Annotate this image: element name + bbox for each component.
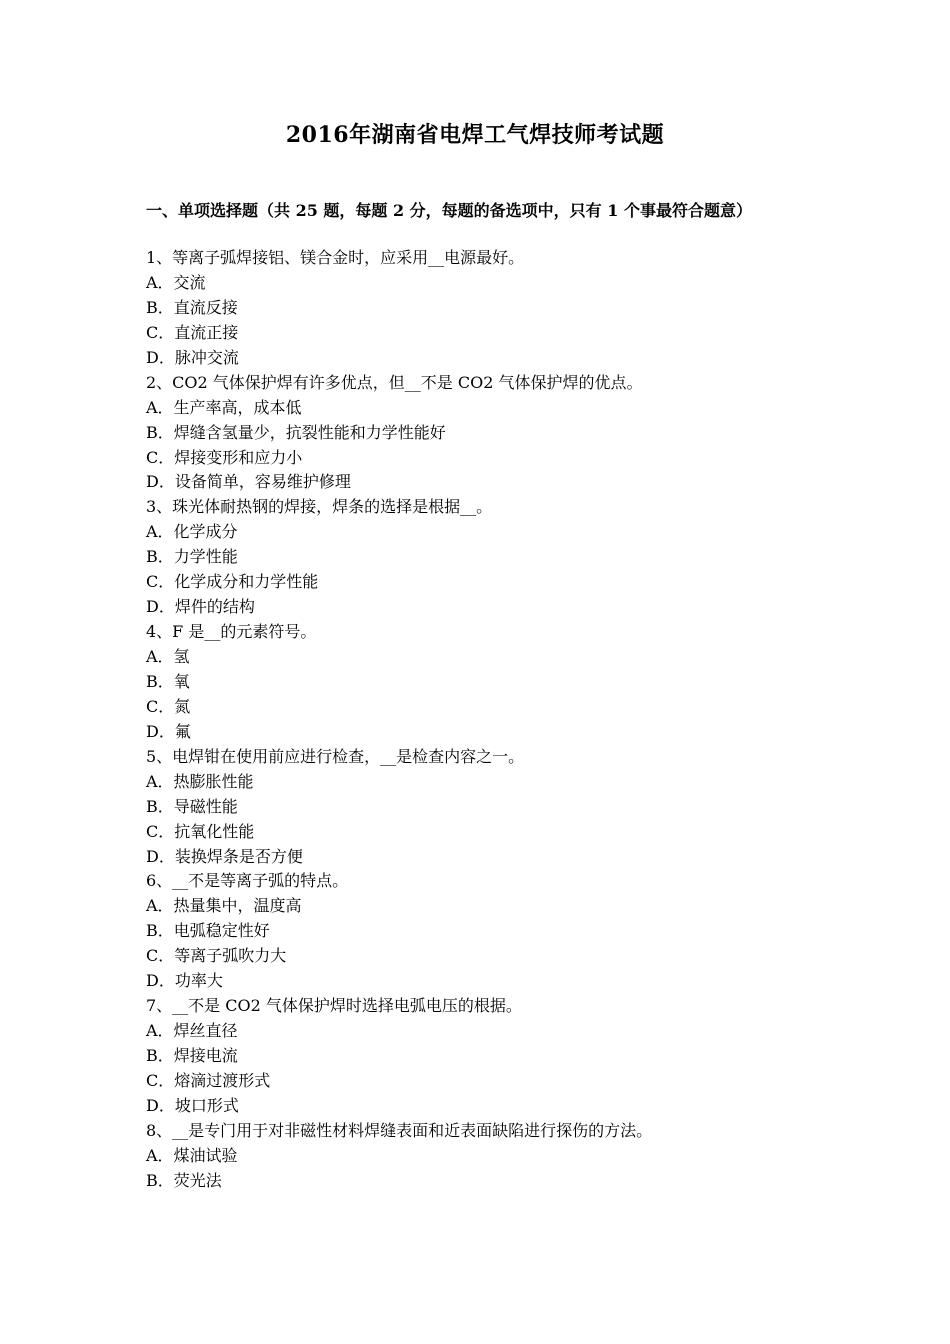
answer-option: C．氮 — [146, 696, 191, 716]
question-stem: 1、等离子弧焊接铝、镁合金时，应采用__电源最好。 — [146, 248, 525, 267]
section-heading: 一、单项选择题（共 25 题，每题 2 分，每题的备选项中，只有 1 个事最符合题意） — [146, 201, 752, 220]
question-stem: 4、F 是__的元素符号。 — [146, 622, 317, 642]
answer-option: C．直流正接 — [146, 322, 239, 342]
answer-option: C．抗氧化性能 — [146, 821, 255, 841]
answer-option: A．氢 — [146, 647, 190, 666]
answer-option: B．荧光法 — [146, 1170, 222, 1190]
answer-option: D．设备简单，容易维护修理 — [146, 472, 351, 492]
answer-option: B．焊接电流 — [146, 1046, 238, 1065]
answer-option: D．装换焊条是否方便 — [146, 846, 303, 866]
answer-option: A．交流 — [146, 272, 206, 292]
answer-option: A．化学成分 — [146, 522, 238, 542]
question-list — [146, 246, 806, 1194]
answer-option: A．焊丝直径 — [146, 1021, 238, 1041]
question-block — [146, 495, 806, 620]
answer-option: C．等离子弧吹力大 — [146, 946, 287, 966]
answer-option: A．热膨胀性能 — [146, 771, 254, 791]
question-block — [146, 246, 806, 371]
answer-option: B．电弧稳定性好 — [146, 921, 270, 941]
question-stem: 5、电焊钳在使用前应进行检查，__是检查内容之一。 — [146, 746, 525, 766]
question-block — [146, 371, 806, 496]
answer-option: A．煤油试验 — [146, 1145, 238, 1165]
document-title: 2016年湖南省电焊工气焊技师考试题 — [285, 122, 665, 148]
question-block — [146, 994, 806, 1119]
question-stem: 8、__是专门用于对非磁性材料焊缝表面和近表面缺陷进行探伤的方法。 — [146, 1120, 653, 1140]
answer-option: B．导磁性能 — [146, 796, 238, 816]
question-block — [146, 869, 806, 994]
question-block — [146, 620, 806, 745]
answer-option: D．氟 — [146, 721, 191, 741]
answer-option: B．直流反接 — [146, 297, 238, 317]
question-stem: 2、CO2 气体保护焊有许多优点，但__不是 CO2 气体保护焊的优点。 — [146, 372, 643, 392]
answer-option: B．氧 — [146, 671, 190, 691]
answer-option: D．功率大 — [146, 971, 223, 991]
question-stem: 6、__不是等离子弧的特点。 — [146, 871, 349, 891]
question-block — [146, 745, 806, 870]
answer-option: C．化学成分和力学性能 — [146, 572, 319, 592]
answer-option: A．生产率高，成本低 — [146, 397, 302, 417]
answer-option: B．焊缝含氢量少，抗裂性能和力学性能好 — [146, 422, 446, 442]
question-stem: 7、__不是 CO2 气体保护焊时选择电弧电压的根据。 — [146, 996, 522, 1016]
question-block — [146, 1119, 806, 1194]
answer-option: B．力学性能 — [146, 547, 238, 567]
answer-option: C．焊接变形和应力小 — [146, 447, 303, 467]
question-stem: 3、珠光体耐热钢的焊接，焊条的选择是根据__。 — [146, 497, 493, 517]
answer-option: D．坡口形式 — [146, 1095, 239, 1115]
answer-option: C．熔滴过渡形式 — [146, 1070, 271, 1090]
answer-option: D．脉冲交流 — [146, 347, 239, 367]
answer-option: D．焊件的结构 — [146, 597, 255, 617]
answer-option: A．热量集中，温度高 — [146, 896, 302, 916]
